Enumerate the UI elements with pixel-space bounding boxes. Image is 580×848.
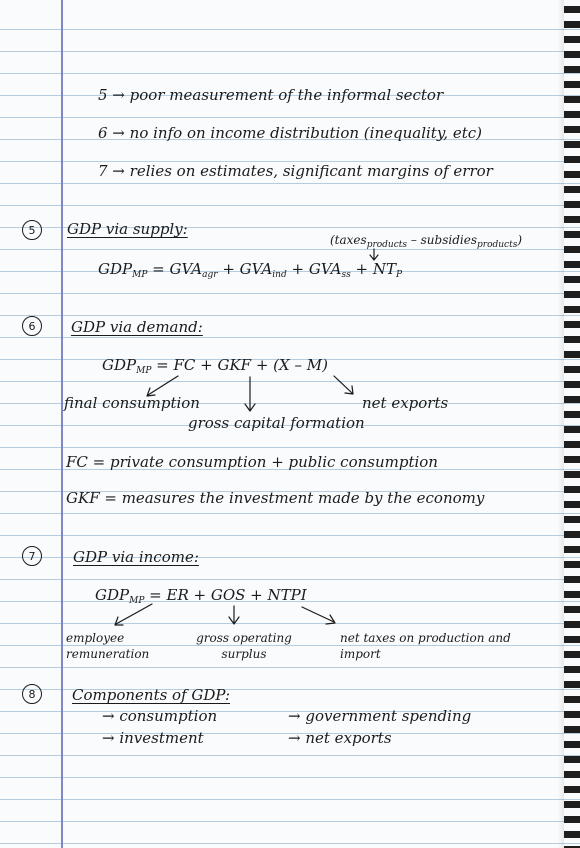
label-net-taxes: net taxes on production and import bbox=[340, 631, 511, 662]
supply-equation: $GDP_{MP} = GVA_{agr} + GVA_{ind} + GVA_{ss} + NT_P$ bbox=[98, 260, 403, 280]
income-equation: $GDP_{MP}$ = ER + GOS + NTPI bbox=[95, 586, 307, 606]
section-number-8: 8 bbox=[22, 684, 42, 704]
section-heading-supply: GDP via supply: bbox=[67, 220, 188, 238]
arrow-fc bbox=[147, 376, 178, 396]
component-consumption: → consumption bbox=[102, 707, 218, 725]
list-item-arrow: 7 → bbox=[98, 162, 125, 180]
list-item-arrow: 5 → bbox=[98, 86, 125, 104]
definition-gkf: GKF = measures the investment made by the economy bbox=[66, 489, 485, 507]
component-investment: → investment bbox=[102, 729, 204, 747]
section-heading-income: GDP via income: bbox=[73, 548, 199, 566]
section-number-7: 7 bbox=[22, 546, 42, 566]
arrow-gos bbox=[229, 606, 239, 624]
list-item-text: no info on income distribution (inequality, etc) bbox=[129, 124, 482, 142]
list-item-arrow: 6 → bbox=[98, 124, 125, 142]
arrow-er bbox=[115, 604, 152, 625]
arrow-nt-note bbox=[370, 249, 378, 260]
label-net-exports: net exports bbox=[362, 394, 449, 412]
section-heading-demand: GDP via demand: bbox=[71, 318, 203, 336]
label-gross-capital-formation: gross capital formation bbox=[188, 414, 365, 432]
section-number-5: 5 bbox=[22, 220, 42, 240]
list-item-text: poor measurement of the informal sector bbox=[129, 86, 444, 104]
demand-equation: $GDP_{MP}$ = FC + GKF + (X – M) bbox=[102, 356, 328, 376]
component-government-spending: → government spending bbox=[288, 707, 472, 725]
section-number-6: 6 bbox=[22, 316, 42, 336]
section-heading-components: Components of GDP: bbox=[72, 686, 231, 704]
label-employee-remuneration: employee remuneration bbox=[66, 631, 150, 662]
list-item-text: relies on estimates, significant margins of error bbox=[129, 162, 493, 180]
label-final-consumption: final consumption bbox=[64, 394, 200, 412]
arrow-ntpi bbox=[302, 607, 335, 624]
label-gross-operating-surplus: gross operating surplus bbox=[196, 631, 292, 662]
supply-note: (taxes$_{products}$ – subsidies$_{products}$) bbox=[330, 233, 523, 250]
definition-fc: FC = private consumption + public consumption bbox=[66, 453, 438, 471]
component-net-exports: → net exports bbox=[288, 729, 392, 747]
arrow-xm bbox=[334, 376, 353, 394]
arrow-gkf bbox=[245, 377, 255, 411]
